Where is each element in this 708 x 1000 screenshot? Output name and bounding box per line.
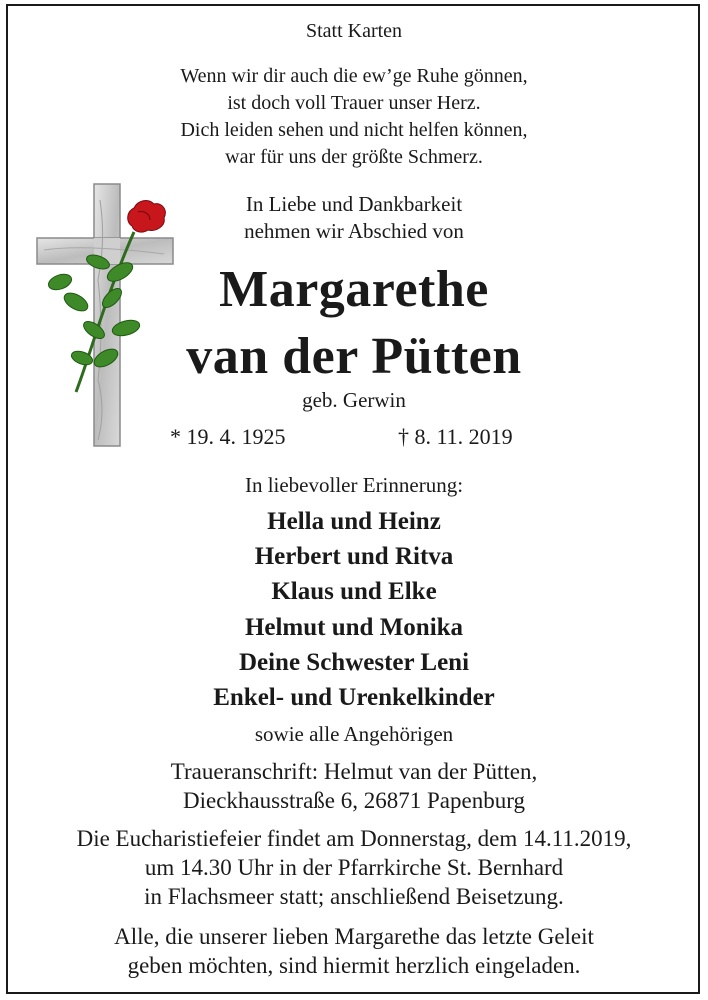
service-line-2: um 14.30 Uhr in der Pfarrkirche St. Bernhard bbox=[144, 855, 564, 880]
maiden-name: geb. Gerwin bbox=[302, 388, 406, 412]
poem-line-4: war für uns der größte Schmerz. bbox=[225, 146, 483, 168]
birth-date: * 19. 4. 1925 bbox=[170, 424, 286, 449]
closing-line-1: Alle, die unserer lieben Margarethe das letzte Geleit bbox=[114, 924, 594, 949]
intro-line-1: In Liebe und Dankbarkeit bbox=[245, 192, 463, 216]
deceased-first-name: Margarethe bbox=[219, 261, 489, 318]
death-date: † 8. 11. 2019 bbox=[398, 424, 513, 449]
mourner-3: Klaus und Elke bbox=[271, 578, 437, 605]
mourner-1: Hella und Heinz bbox=[267, 508, 441, 535]
address-line-2: Dieckhausstraße 6, 26871 Papenburg bbox=[183, 788, 525, 813]
mourner-6: Enkel- und Urenkelkinder bbox=[213, 684, 495, 711]
address-line-1: Traueranschrift: Helmut van der Pütten, bbox=[170, 759, 538, 784]
intro-line-2: nehmen wir Abschied von bbox=[244, 219, 464, 243]
poem-line-1: Wenn wir dir auch die ew’ge Ruhe gönnen, bbox=[180, 65, 528, 87]
mourners-intro: In liebevoller Erinnerung: bbox=[244, 473, 464, 497]
service-line-3: in Flachsmeer statt; anschließend Beisetzung. bbox=[144, 884, 564, 909]
header-text: Statt Karten bbox=[305, 20, 403, 42]
mourner-4: Helmut und Monika bbox=[244, 614, 464, 641]
poem-line-3: Dich leiden sehen und nicht helfen können, bbox=[180, 119, 528, 141]
mourner-2: Herbert und Ritva bbox=[254, 543, 454, 570]
mourner-5: Deine Schwester Leni bbox=[238, 649, 470, 676]
poem-line-2: ist doch voll Trauer unser Herz. bbox=[227, 92, 481, 114]
relatives-text: sowie alle Angehörigen bbox=[254, 722, 454, 746]
closing-line-2: geben möchten, sind hiermit herzlich eingeladen. bbox=[127, 953, 581, 978]
deceased-last-name: van der Pütten bbox=[186, 328, 522, 385]
service-line-1: Die Eucharistiefeier findet am Donnerstag, dem 14.11.2019, bbox=[76, 826, 632, 851]
